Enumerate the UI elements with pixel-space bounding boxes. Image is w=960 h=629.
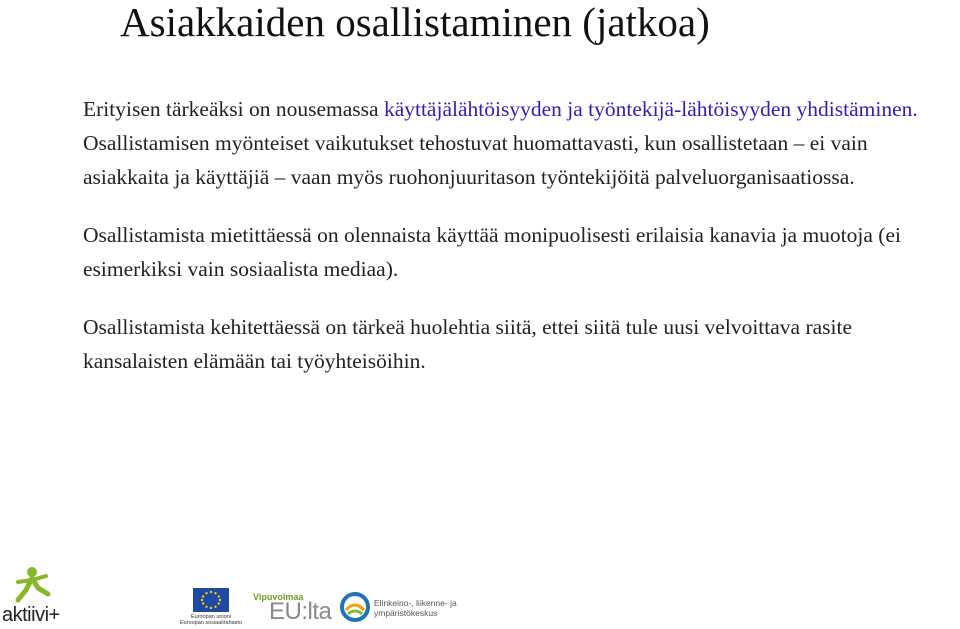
ely-logo-line-2: ympäristökeskus (374, 608, 438, 618)
paragraph-1 (83, 92, 953, 194)
ely-logo-text (374, 598, 457, 618)
paragraph-1-rest: Osallistamisen myönteiset vaikutukset tehostuvat huomattavasti, kun osallistetaan – ei vain asiakkaita ja käyttäjiä – vaan myös ruohonjuuritason työntekijöitä palveluorganisaatiossa. (83, 131, 868, 189)
ely-logo (340, 590, 457, 627)
paragraph-2: Osallistamista mietittäessä on olennaista käyttää monipuolisesti erilaisia kanavia ja muotoja (ei esimerkiksi vain sosiaalista mediaa). (83, 223, 901, 281)
eu-flag-icon (193, 588, 229, 612)
ely-logo-line-1: Elinkeino-, liikenne- ja (374, 598, 457, 608)
aktiivi-figure-icon (12, 566, 52, 606)
eu-logo-text (176, 614, 246, 626)
eu-logo-line-2: Euroopan sosiaalirahasto (179, 620, 243, 626)
ely-emblem-icon (340, 592, 370, 622)
vipuvoimaa-logo (253, 592, 333, 629)
eu-logo (176, 588, 246, 629)
paragraph-1-lead: Erityisen tärkeäksi on nousemassa (83, 97, 384, 121)
eu-logo-line-1: Euroopan unioni (190, 614, 232, 620)
aktiivi-logo (2, 566, 74, 626)
vipuvoimaa-label: Vipuvoimaa (253, 592, 304, 602)
paragraph-3: Osallistamista kehitettäessä on tärkeä huolehtia siitä, ettei siitä tule uusi velvoittava rasite kansalaisten elämään tai työyhteisöihin. (83, 315, 853, 373)
paragraph-1-highlight: käyttäjälähtöisyyden ja työntekijä-lähtöisyyden yhdistäminen. (383, 97, 918, 121)
aktiivi-logo-text: aktiivi+ (2, 604, 60, 626)
vipuvoimaa-main-text: EU:lta (269, 598, 332, 625)
body-text (83, 92, 953, 402)
page-title: Asiakkaiden osallistaminen (jatkoa) (120, 0, 710, 45)
